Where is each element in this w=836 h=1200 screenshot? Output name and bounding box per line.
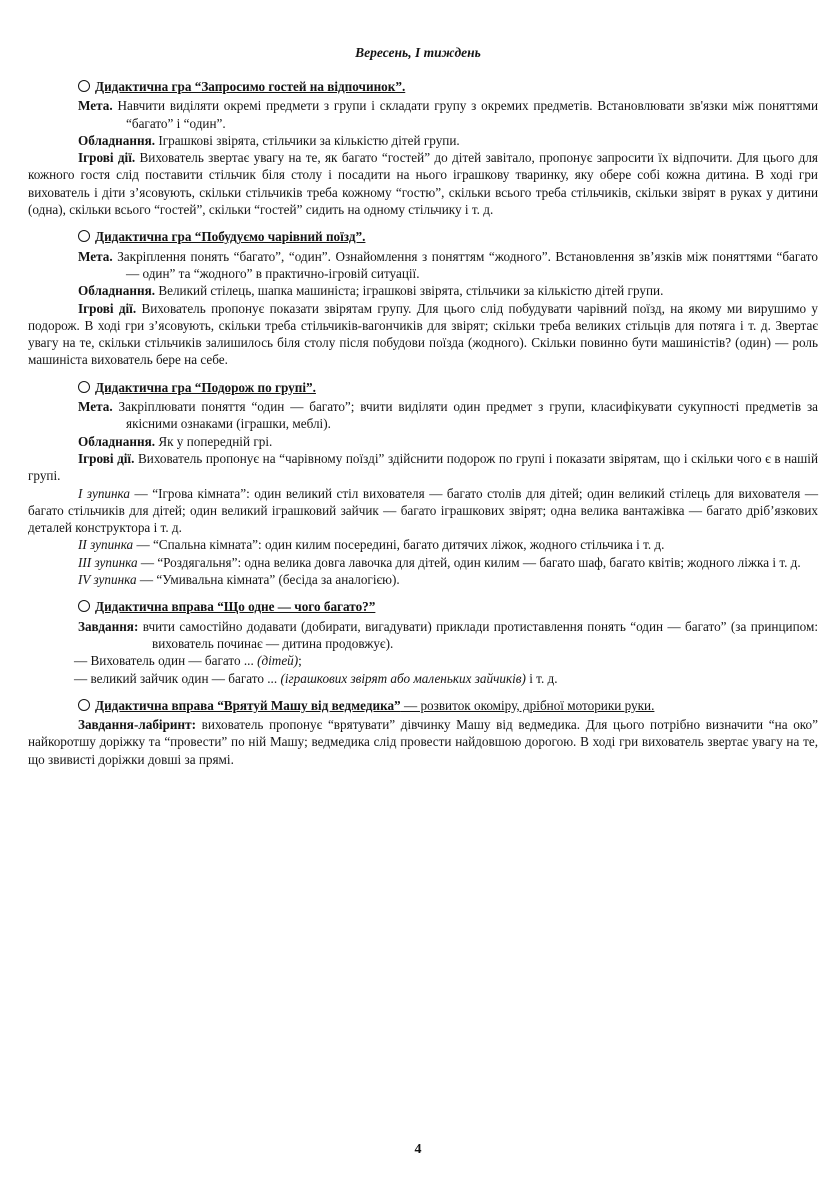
section-title: Дидактична гра “Подорож по групі”. <box>78 379 818 396</box>
example-line: — великий зайчик один — багато ... (іграшкових звірят або маленьких зайчиків) і т. д. <box>74 670 558 686</box>
section-title: Дидактична гра “Запросимо гостей на відпочинок”. <box>78 78 818 95</box>
section-title: Дидактична вправа “Врятуй Машу від ведмедика” — розвиток окоміру, дрібної моторики руки. <box>78 697 818 714</box>
main-content <box>28 78 819 778</box>
section-2 <box>28 228 818 368</box>
circle-bullet-icon <box>78 699 90 711</box>
section-5 <box>28 697 818 768</box>
stop-item: ІІ зупинка — “Спальна кімната”: один килим посередині, багато дитячих ліжок, жодного стільчика і т. д. <box>78 537 665 553</box>
section-1 <box>28 78 819 218</box>
example-line: — Вихователь один — багато ... (дітей); <box>74 653 302 669</box>
running-header: Вересень, І тиждень <box>355 45 481 60</box>
goal-field: Мета. Навчити виділяти окремі предмети з групи і складати групу з окремих предметів. Встановлювати зв'язки між поняттями “багато” і “один”. <box>78 98 819 131</box>
equipment-field: Обладнання. Великий стілець, шапка машиніста; іграшкові звірята, стільчики за кількістю дітей групи. <box>78 283 664 299</box>
goal-field: Мета. Закріплення понять “багато”, “один”. Ознайомлення з поняттям “жодного”. Встановлення зв’язків між поняттями “багато — один” та “жодного” в практично-ігровій ситуації. <box>78 248 818 281</box>
circle-bullet-icon <box>78 600 90 612</box>
game-actions-field: Ігрові дії. Вихователь пропонує показати звірятам групу. Для цього слід побудувати чарівний поїзд, на якому ми вирушимо у подорож. В ході гри з’ясовують, скільки треба стільчиків-вагончиків для звірят; скільки треба великих стільців для потяга і т. д. Звертає увагу на те, скільки стільчиків залишилось біля столу після побудови поїзда (жодного). Скільки повинно бути машиністів? (один) — роль машиніста вихователь бере на себе. <box>28 300 818 368</box>
stop-item: IV зупинка — “Умивальна кімната” (бесіда за аналогією). <box>78 572 400 588</box>
game-actions-field: Ігрові дії. Вихователь звертає увагу на те, як багато “гостей” до дітей завітало, пропонує запросити їх відпочити. Для цього для кожного гостя слід поставити стільчик біля столу і посадити на нього іграшкову тваринку, яку обере собі кожна дитина. В ході гри вихователь і діти з’ясовують, скільки стільчиків треба кожному “гостю”, скільки всього треба стільчиків, скільки звірят в руках у дитини (одна), скільки всього “гостей”, скільки “гостей” сидить на одному стільчику і т. д. <box>28 150 818 218</box>
circle-bullet-icon <box>78 230 90 242</box>
page-number: 4 <box>414 1142 422 1157</box>
section-title: Дидактична гра “Побудуємо чарівний поїзд”. <box>78 228 818 245</box>
section-4 <box>74 598 818 686</box>
game-actions-field: Ігрові дії. Вихователь пропонує на “чарівному поїзді” здійснити подорож по групі і показати звірятам, що і скільки чого є в нашій групі. <box>28 450 819 484</box>
section-3 <box>28 379 819 589</box>
stop-item: ІІІ зупинка — “Роздягальня”: одна велика довга лавочка для дітей, один килим — багато шаф, багато квітів; жодного ліжка і т. д. <box>78 554 801 570</box>
circle-bullet-icon <box>78 80 90 92</box>
task-field: Завдання-лабіринт: вихователь пропонує “врятувати” дівчинку Машу від ведмедика. Для цього потрібно визначити “на око” найкоротшу доріжку та “провести” по ній Машу; ведмедика слід провести найдовшою дорогою. В ході гри вихователь звертає увагу на те, що звивисті доріжки довші за прямі. <box>28 717 818 767</box>
equipment-field: Обладнання. Іграшкові звірята, стільчики за кількістю дітей групи. <box>78 132 460 148</box>
equipment-field: Обладнання. Як у попередній грі. <box>78 433 273 449</box>
task-field: Завдання: вчити самостійно додавати (добирати, вигадувати) приклади протиставлення понять “один — багато” (за принципом: вихователь починає — дитина продовжує). <box>78 618 818 651</box>
circle-bullet-icon <box>78 381 90 393</box>
goal-field: Мета. Закріплювати поняття “один — багато”; вчити виділяти один предмет з групи, класифікувати сукупності предметів за якісними ознаками (іграшки, меблі). <box>78 399 819 432</box>
stop-item: І зупинка — “Ігрова кімната”: один великий стіл вихователя — багато столів для дітей; один великий стілець для вихователя — багато стільчиків для дітей; один великий іграшковий зайчик — багато іграшкових звірят; одна велика вантажівка — багато дріб’язкових деталей конструктора і т. д. <box>28 485 819 536</box>
section-title: Дидактична вправа “Що одне — чого багато?” <box>78 598 818 615</box>
